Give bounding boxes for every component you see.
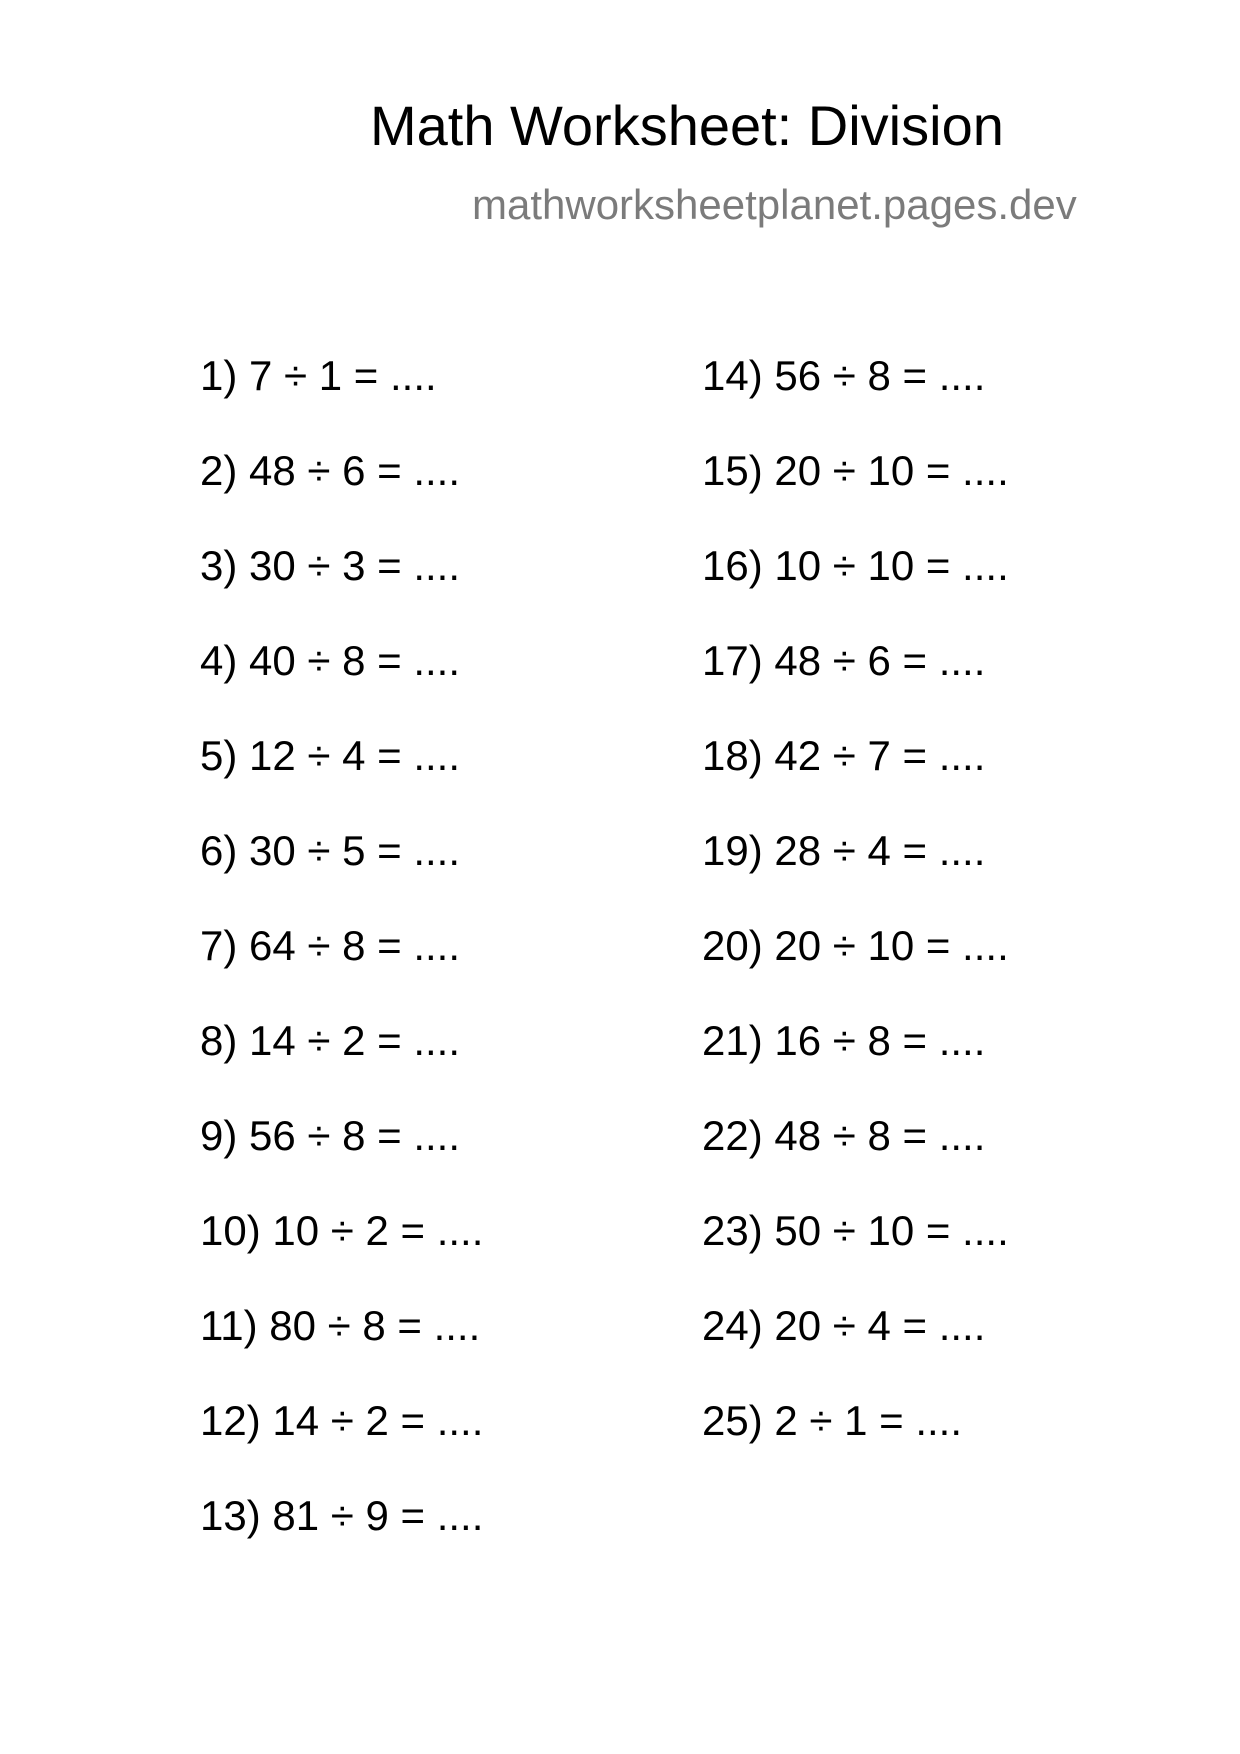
worksheet-title: Math Worksheet: Division bbox=[370, 94, 1004, 157]
problem-column-right bbox=[702, 352, 1009, 1492]
problem-17: 17) 48 ÷ 6 = .... bbox=[702, 637, 986, 684]
problem-21: 21) 16 ÷ 8 = .... bbox=[702, 1017, 986, 1064]
problem-9: 9) 56 ÷ 8 = .... bbox=[200, 1112, 461, 1159]
problem-20: 20) 20 ÷ 10 = .... bbox=[702, 922, 1009, 969]
problem-8: 8) 14 ÷ 2 = .... bbox=[200, 1017, 461, 1064]
problem-5: 5) 12 ÷ 4 = .... bbox=[200, 732, 461, 779]
problem-1: 1) 7 ÷ 1 = .... bbox=[200, 352, 437, 399]
problem-14: 14) 56 ÷ 8 = .... bbox=[702, 352, 986, 399]
problem-2: 2) 48 ÷ 6 = .... bbox=[200, 447, 461, 494]
problem-25: 25) 2 ÷ 1 = .... bbox=[702, 1397, 963, 1444]
problem-4: 4) 40 ÷ 8 = .... bbox=[200, 637, 461, 684]
worksheet-source: mathworksheetplanet.pages.dev bbox=[472, 181, 1077, 228]
problem-7: 7) 64 ÷ 8 = .... bbox=[200, 922, 461, 969]
problem-18: 18) 42 ÷ 7 = .... bbox=[702, 732, 986, 779]
problem-22: 22) 48 ÷ 8 = .... bbox=[702, 1112, 986, 1159]
problem-19: 19) 28 ÷ 4 = .... bbox=[702, 827, 986, 874]
problem-column-left bbox=[200, 352, 483, 1587]
problem-24: 24) 20 ÷ 4 = .... bbox=[702, 1302, 986, 1349]
problem-13: 13) 81 ÷ 9 = .... bbox=[200, 1492, 484, 1539]
problem-3: 3) 30 ÷ 3 = .... bbox=[200, 542, 461, 589]
problem-15: 15) 20 ÷ 10 = .... bbox=[702, 447, 1009, 494]
problem-23: 23) 50 ÷ 10 = .... bbox=[702, 1207, 1009, 1254]
problem-12: 12) 14 ÷ 2 = .... bbox=[200, 1397, 484, 1444]
problem-16: 16) 10 ÷ 10 = .... bbox=[702, 542, 1009, 589]
problem-6: 6) 30 ÷ 5 = .... bbox=[200, 827, 461, 874]
problem-11: 11) 80 ÷ 8 = .... bbox=[200, 1302, 481, 1349]
problem-10: 10) 10 ÷ 2 = .... bbox=[200, 1207, 484, 1254]
